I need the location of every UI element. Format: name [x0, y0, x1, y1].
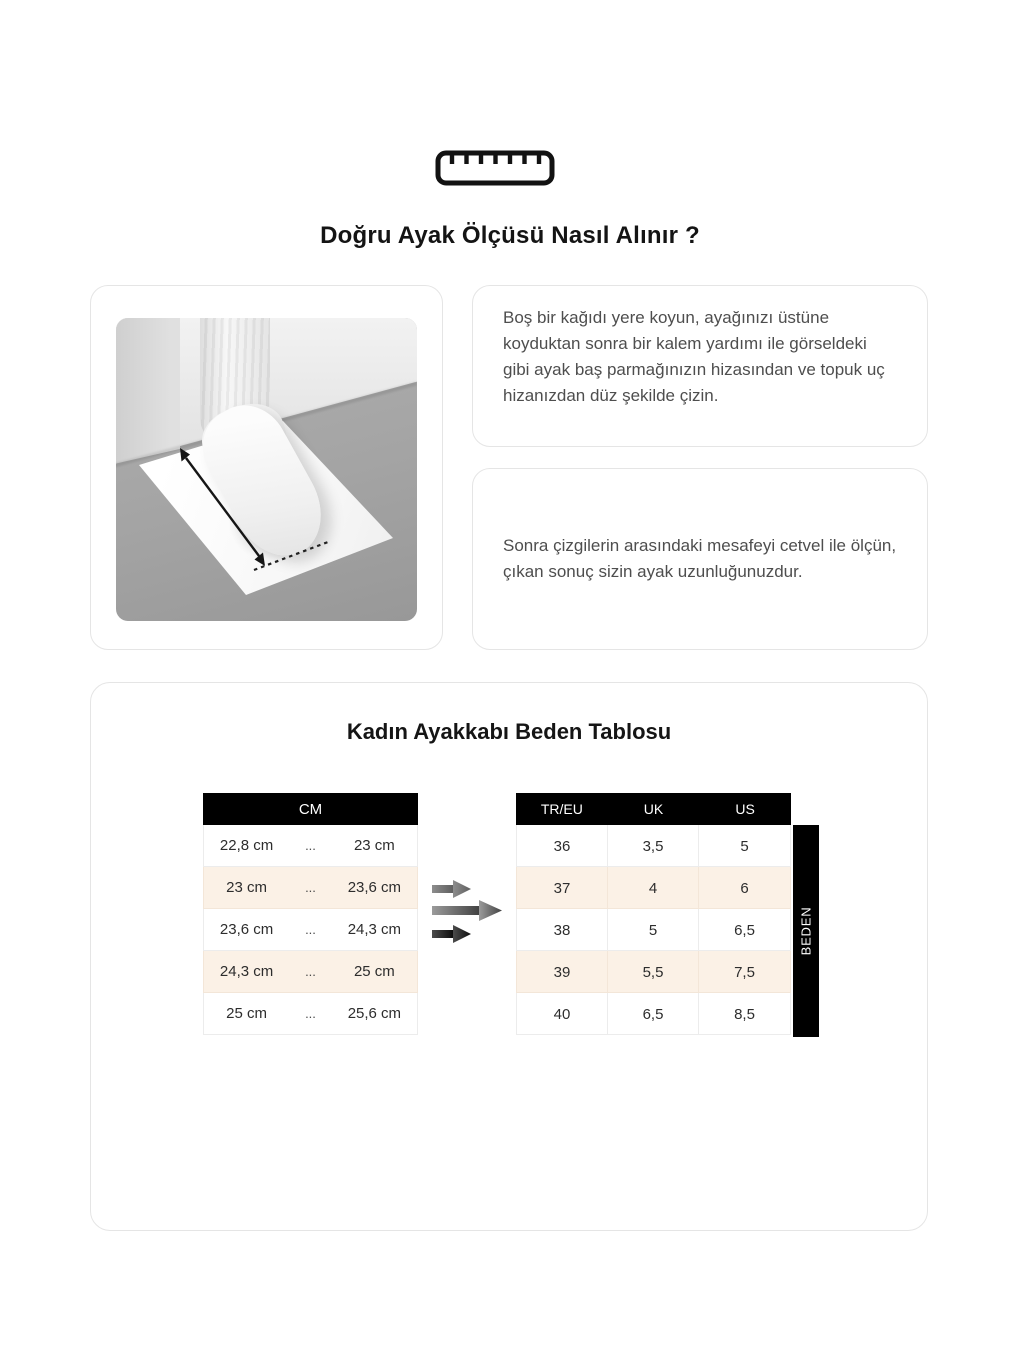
size-table-header-us: US: [735, 801, 755, 817]
size-table-header-treu: TR/EU: [540, 801, 583, 817]
instruction-step2-text: Sonra çizgilerin arasındaki mesafeyi cetvel ile ölçün, çıkan sonuç sizin ayak uzunluğunuzdur.: [503, 536, 897, 581]
foot-measure-card: [90, 285, 443, 650]
size-table-header-uk: UK: [643, 801, 664, 817]
size-table-header-row: [516, 793, 791, 825]
size-us: 7,5: [734, 963, 755, 981]
cm-table-row: [203, 867, 418, 909]
cm-from: 22,8 cm: [219, 837, 274, 854]
instruction-step1-text: Boş bir kağıdı yere koyun, ayağınızı üstüne koyduktan sonra bir kalem yardımı ile görseldeki gibi ayak baş parmağınızın hizasından ve topuk uç hizanızdan düz şekilde çizin.: [503, 308, 885, 405]
cm-table: [203, 793, 418, 1035]
cm-to: 23,6 cm: [347, 879, 402, 896]
beden-label: BEDEN: [798, 906, 814, 956]
size-us: 8,5: [734, 1005, 755, 1023]
ruler-icon: [435, 150, 555, 191]
range-dots: ...: [305, 922, 316, 937]
cm-to: 25,6 cm: [347, 1005, 402, 1022]
cm-to: 24,3 cm: [347, 921, 402, 938]
size-uk: 6,5: [608, 993, 699, 1035]
size-table: [516, 793, 791, 1035]
size-table-row: [516, 867, 791, 909]
size-chart-title: Kadın Ayakkabı Beden Tablosu: [346, 719, 672, 744]
conversion-arrows-icon: [432, 879, 512, 950]
size-uk: 4: [608, 867, 699, 909]
foot-measure-photo: [116, 318, 417, 621]
size-table-row: [516, 825, 791, 867]
cm-table-row: [203, 909, 418, 951]
size-treu: 40: [517, 993, 608, 1035]
cm-to: 23 cm: [353, 837, 395, 854]
size-uk: 5: [608, 909, 699, 951]
cm-to: 25 cm: [353, 963, 395, 980]
size-treu: 37: [517, 867, 608, 909]
size-treu: 39: [517, 951, 608, 993]
beden-side-bar: [793, 825, 819, 1037]
cm-from: 24,3 cm: [219, 963, 274, 980]
size-uk: 3,5: [608, 825, 699, 867]
size-table-row: [516, 951, 791, 993]
size-us: 5: [740, 837, 749, 855]
size-us: 6,5: [734, 921, 755, 939]
cm-from: 23 cm: [226, 879, 268, 896]
size-uk: 5,5: [608, 951, 699, 993]
cm-from: 23,6 cm: [219, 921, 274, 938]
size-table-row: [516, 993, 791, 1035]
cm-from: 25 cm: [226, 1005, 268, 1022]
cm-table-header: CM: [203, 793, 418, 825]
cm-table-row: [203, 951, 418, 993]
size-treu: 38: [517, 909, 608, 951]
range-dots: ...: [305, 880, 316, 895]
size-chart-card: [90, 682, 928, 1231]
cm-table-row: [203, 825, 418, 867]
size-table-row: [516, 909, 791, 951]
size-us: 6: [740, 879, 749, 897]
range-dots: ...: [305, 964, 316, 979]
range-dots: ...: [305, 1006, 316, 1021]
range-dots: ...: [305, 838, 316, 853]
measurement-arrow-overlay: [116, 318, 417, 621]
page-title: Doğru Ayak Ölçüsü Nasıl Alınır ?: [320, 222, 700, 249]
size-treu: 36: [517, 825, 608, 867]
cm-table-row: [203, 993, 418, 1035]
instruction-card-1: [472, 285, 928, 447]
instruction-card-2: [472, 468, 928, 650]
